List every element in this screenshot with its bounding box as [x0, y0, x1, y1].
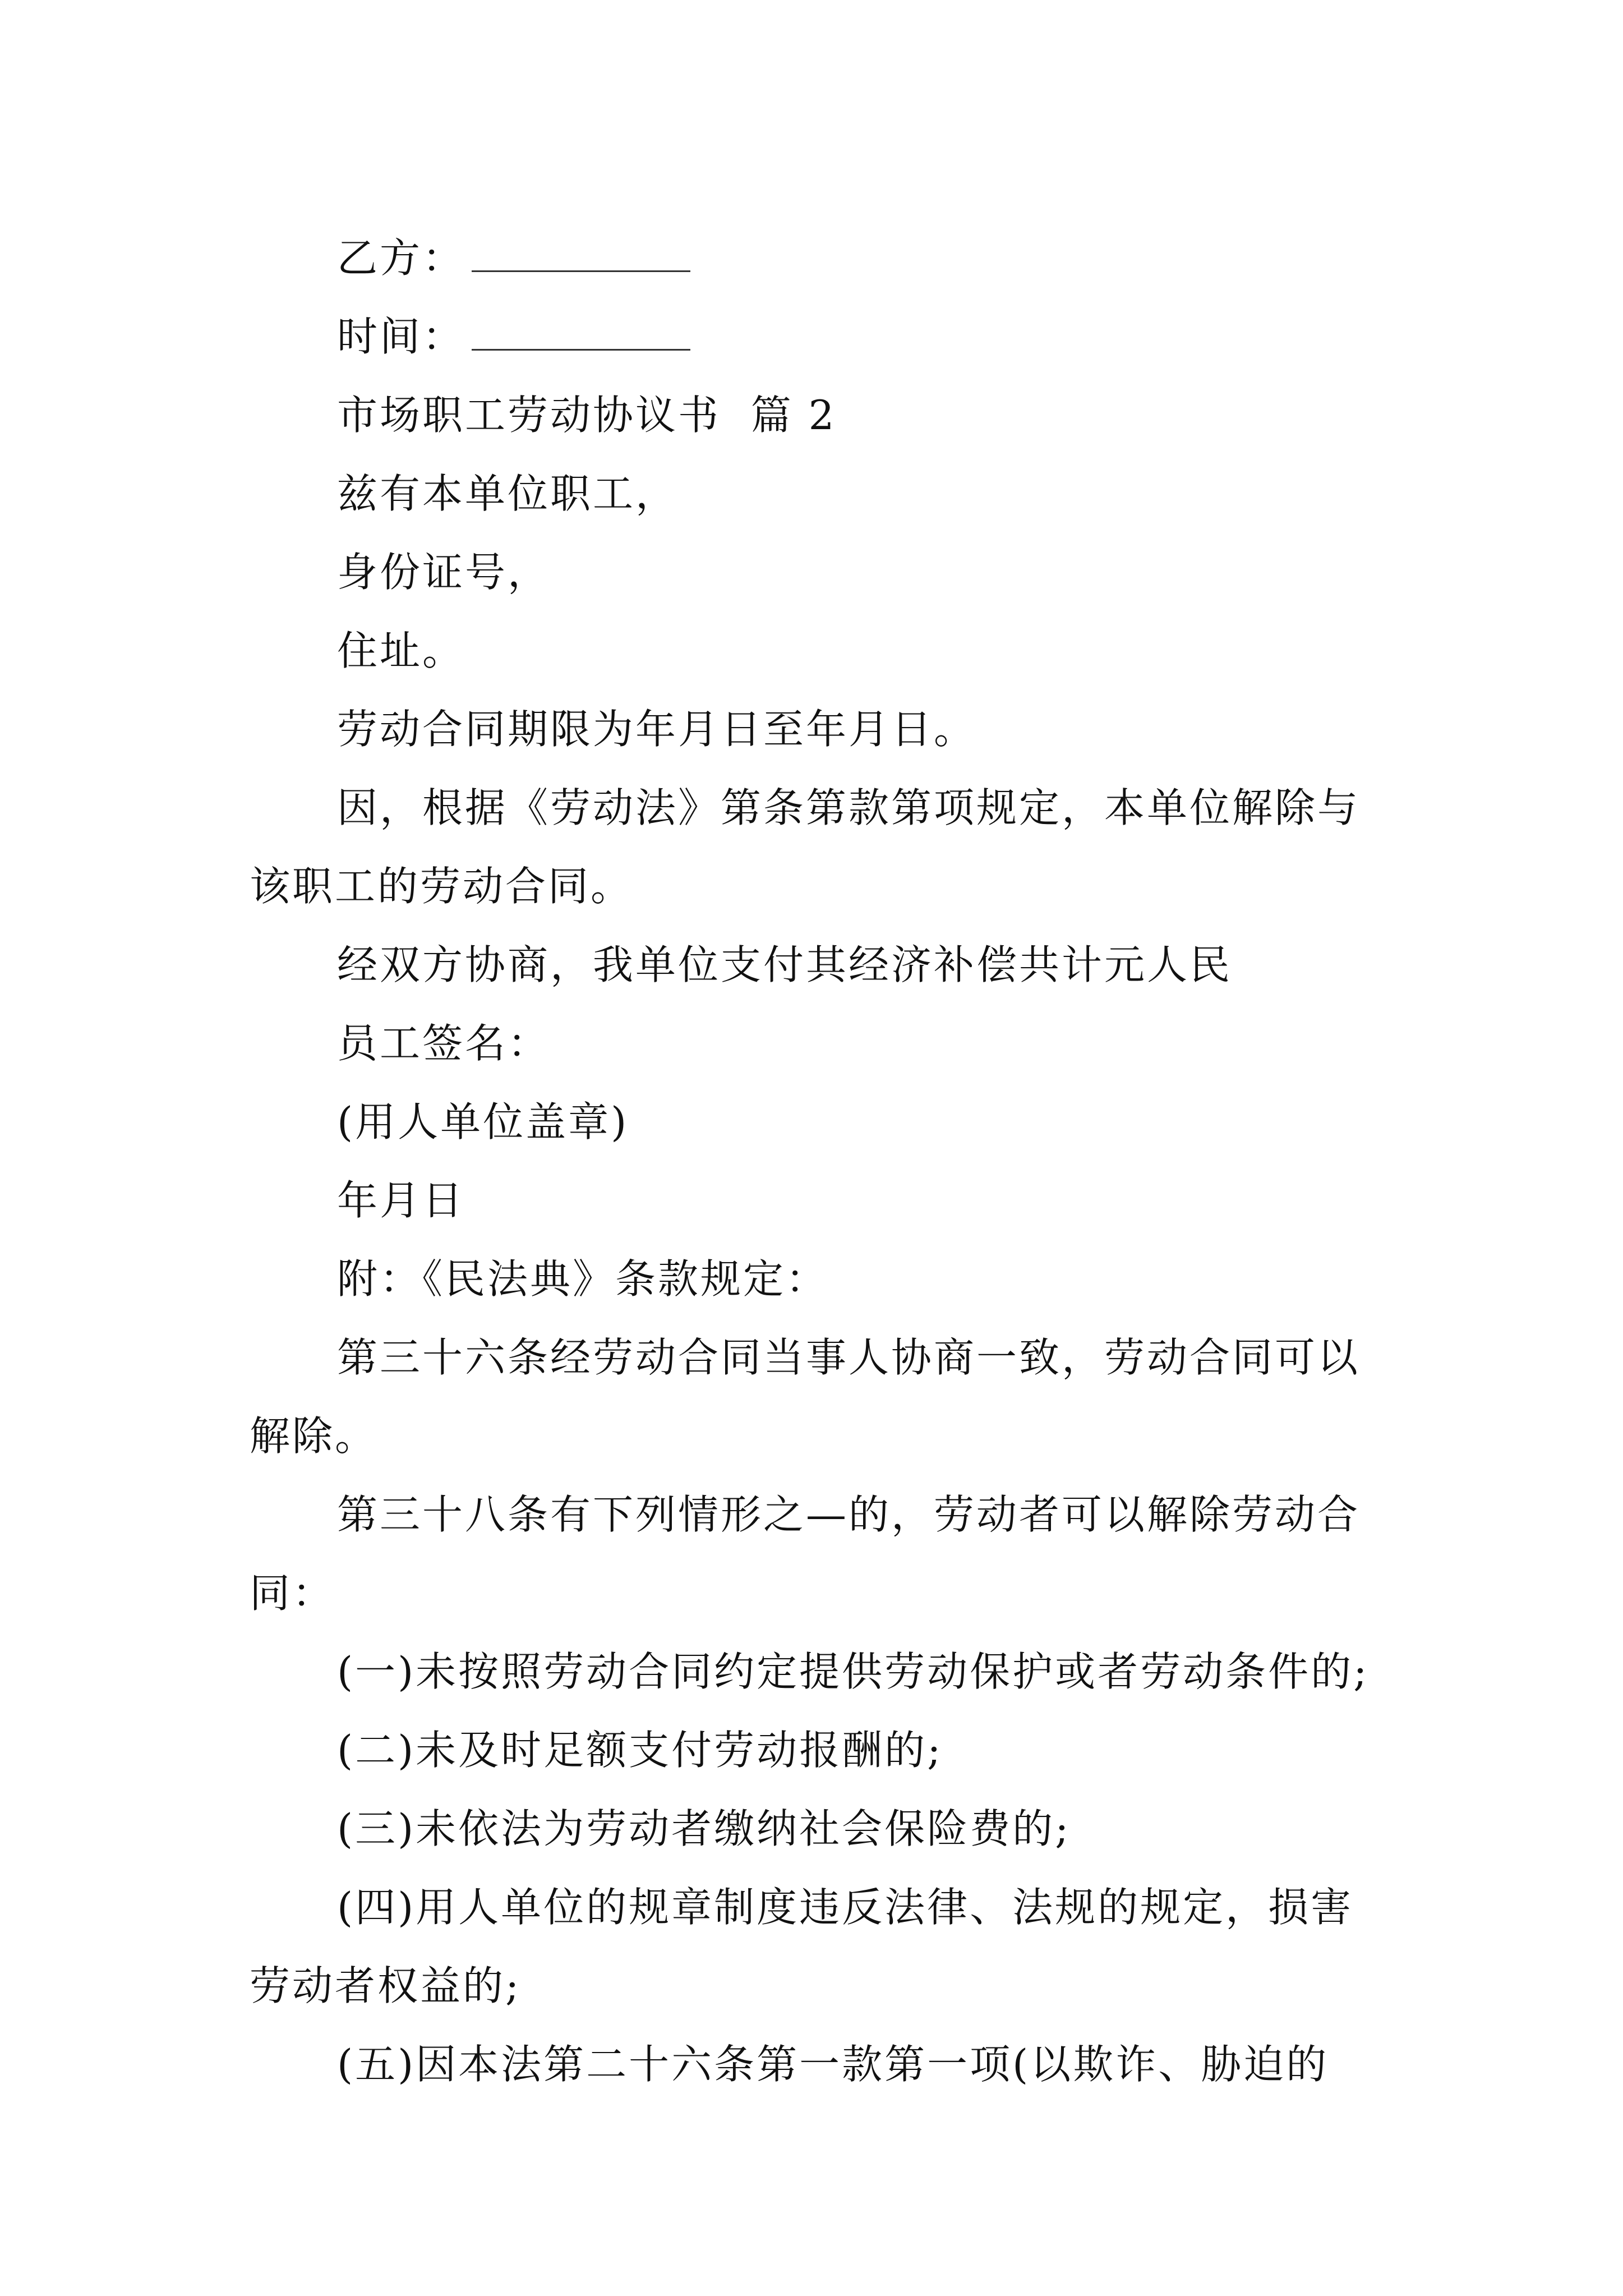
- time-blank: [472, 305, 690, 351]
- section-title: 市场职工劳动协议书 篇 2: [337, 392, 837, 439]
- article-38: 第三十八条有下列情形之—的，劳动者可以解除劳动合同：: [250, 1491, 1361, 1617]
- paragraph-id-number: 身份证号，: [337, 549, 551, 596]
- party-b-label: 乙方：: [337, 234, 465, 282]
- clause-5: (五)因本法第二十六条第一款第一项(以欺诈、胁迫的: [337, 2041, 1329, 2088]
- paragraph-employee: 兹有本单位职工，: [337, 470, 679, 517]
- employer-seal: (用人单位盖章): [337, 1098, 629, 1145]
- date-line: 年月日: [337, 1177, 465, 1224]
- appendix-heading: 附：《民法典》条款规定：: [337, 1255, 829, 1303]
- party-b-blank: [472, 227, 690, 272]
- paragraph-termination-reason: 因，根据《劳动法》第条第款第项规定，本单位解除与该职工的劳动合同。: [250, 784, 1361, 910]
- paragraph-contract-term: 劳动合同期限为年月日至年月日。: [337, 706, 977, 753]
- clause-3: (三)未依法为劳动者缴纳社会保险费的;: [337, 1805, 1071, 1852]
- paragraph-compensation: 经双方协商，我单位支付其经济补偿共计元人民: [337, 941, 1233, 988]
- time-label: 时间：: [337, 313, 465, 360]
- clause-1: (一)未按照劳动合同约定提供劳动保护或者劳动条件的;: [337, 1648, 1370, 1695]
- clause-2: (二)未及时足额支付劳动报酬的;: [337, 1727, 943, 1774]
- paragraph-address: 住址。: [337, 627, 465, 674]
- article-36: 第三十六条经劳动合同当事人协商一致，劳动合同可以解除。: [250, 1334, 1361, 1460]
- party-b-line: [250, 219, 1382, 297]
- document-body: [250, 219, 1382, 2104]
- employee-signature: 员工签名：: [337, 1020, 551, 1067]
- clause-4: (四)用人单位的规章制度违反法律、法规的规定，损害劳动者权益的;: [250, 1884, 1354, 2009]
- time-line: [250, 297, 1382, 376]
